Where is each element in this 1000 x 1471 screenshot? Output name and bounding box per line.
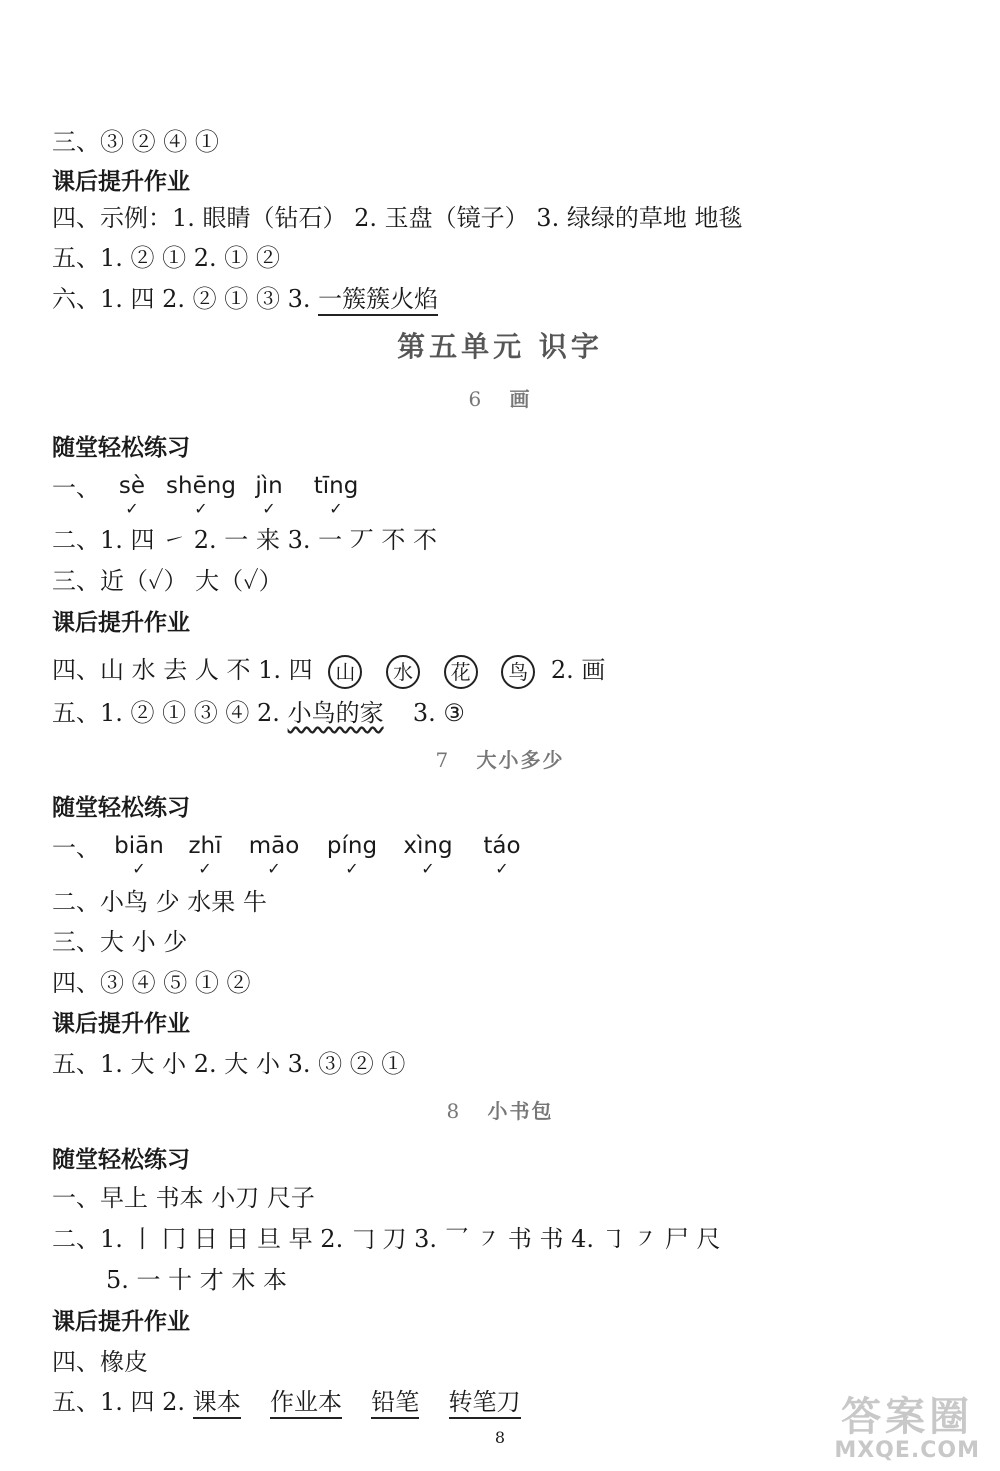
lesson-8-answer-si: 四、橡皮 [52, 1348, 148, 1376]
check-icon: ✓ [125, 499, 139, 518]
lesson-7-number: 7 [435, 748, 451, 772]
answer-wu: 五、1. ② ① 2. ① ② [52, 244, 280, 272]
pinyin-syllable: sè [118, 473, 146, 499]
underlined-answer: 作业本 [270, 1388, 342, 1419]
pinyin-label: 一、 [52, 834, 100, 862]
lesson-6-si-end: 2. 画 [550, 656, 606, 684]
lesson-6-heading-suitang: 随堂轻松练习 [52, 435, 190, 461]
lesson-7-answer-san: 三、大 小 少 [52, 928, 188, 956]
watermark-text: 答案圈 [841, 1393, 974, 1440]
heading-kehou: 课后提升作业 [52, 169, 190, 195]
check-icon: ✓ [194, 499, 208, 518]
check-icon: ✓ [329, 499, 343, 518]
pinyin-syllable: jìn [255, 473, 283, 499]
pinyin-item [180, 828, 230, 876]
lesson-6-answer-si [52, 650, 605, 690]
lesson-6-si-text: 四、山 水 去 人 不 1. 四 [52, 656, 313, 684]
lesson-8-heading-kehou: 课后提升作业 [52, 1309, 190, 1335]
lesson-6-number: 6 [468, 387, 484, 411]
pinyin-syllable: tīng [313, 473, 359, 499]
pinyin-syllable: táo [483, 833, 521, 859]
check-icon: ✓ [132, 859, 146, 878]
lesson-8-heading-suitang: 随堂轻松练习 [52, 1147, 190, 1173]
lesson-7-heading-kehou: 课后提升作业 [52, 1011, 190, 1037]
lesson-8-answer-er: 二、1. 丨 冂 日 日 旦 早 2. 𠃌 刀 3. 乛 ㇇ 书 书 4. ㇆ ㇇ 尸 尺 [52, 1225, 721, 1253]
pinyin-syllable: xìng [403, 833, 453, 859]
underlined-answer: 课本 [193, 1388, 241, 1419]
answer-liu-text: 六、1. 四 2. ② ① ③ 3. [52, 285, 311, 313]
underlined-answer: 转笔刀 [449, 1388, 521, 1419]
lesson-8-name: 小书包 [487, 1099, 554, 1123]
pinyin-item [244, 468, 294, 516]
pinyin-item [320, 828, 384, 876]
circled-char: 花 [444, 655, 478, 689]
lesson-7-heading-suitang: 随堂轻松练习 [52, 795, 190, 821]
lesson-6-wu-wavy: 小鸟的家 [287, 699, 384, 727]
pinyin-item [396, 828, 460, 876]
pinyin-item [158, 468, 244, 516]
lesson-7-title [0, 745, 1000, 775]
pinyin-syllable: píng [326, 833, 378, 859]
check-icon: ✓ [421, 859, 435, 878]
lesson-8-answer-wu [52, 1382, 521, 1422]
circled-char: 鸟 [501, 655, 535, 689]
pinyin-label: 一、 [52, 474, 100, 502]
pinyin-syllable: māo [248, 833, 300, 859]
lesson-8-answer-er-cont: 5. 一 十 才 木 本 [106, 1266, 288, 1294]
lesson-6-name: 画 [509, 387, 532, 411]
lesson-6-answer-san: 三、近（✓） 大（✓） [52, 567, 283, 595]
watermark-url: MXQE.COM [834, 1437, 980, 1463]
circled-char: 山 [328, 655, 362, 689]
pinyin-syllable: zhī [188, 833, 222, 859]
watermark [834, 1395, 980, 1463]
lesson-7-pinyin-row [52, 828, 952, 888]
pinyin-item [304, 468, 368, 516]
check-icon: ✓ [345, 859, 359, 878]
lesson-7-answer-si: 四、③ ④ ⑤ ① ② [52, 969, 251, 997]
unit-title: 第五单元 识字 [397, 330, 603, 363]
answer-san: 三、③ ② ④ ① [52, 128, 219, 156]
underlined-answer: 铅笔 [371, 1388, 419, 1419]
lesson-8-title [0, 1096, 1000, 1126]
check-icon: ✓ [262, 499, 276, 518]
lesson-6-answer-er: 二、1. 四 ㇀ 2. 一 来 3. 一 丆 不 不 [52, 526, 437, 554]
lesson-6-answer-wu [52, 693, 465, 733]
check-icon: ✓ [495, 859, 509, 878]
pinyin-item [242, 828, 306, 876]
check-icon: ✓ [267, 859, 281, 878]
lesson-6-wu-end: 3. ③ [412, 699, 465, 727]
pinyin-item [104, 828, 174, 876]
pinyin-item [474, 828, 530, 876]
lesson-8-number: 8 [446, 1099, 462, 1123]
lesson-8-wu-text: 五、1. 四 2. [52, 1388, 186, 1416]
pinyin-syllable: shēng [166, 473, 236, 499]
lesson-6-pinyin-row [52, 468, 952, 528]
answer-liu-underlined: 一簇簇火焰 [318, 285, 438, 316]
pinyin-syllable: biān [114, 833, 164, 859]
page-number: 8 [494, 1428, 506, 1447]
lesson-7-answer-er: 二、小鸟 少 水果 牛 [52, 888, 267, 916]
pinyin-item [102, 468, 162, 516]
circled-char: 水 [386, 655, 420, 689]
lesson-7-name: 大小多少 [476, 748, 565, 772]
lesson-7-answer-wu: 五、1. 大 小 2. 大 小 3. ③ ② ① [52, 1050, 406, 1078]
lesson-6-title [0, 384, 1000, 414]
check-icon: ✓ [198, 859, 212, 878]
lesson-8-answer-yi: 一、早上 书本 小刀 尺子 [52, 1184, 315, 1212]
answer-liu [52, 279, 438, 319]
answer-si: 四、示例：1. 眼睛（钻石） 2. 玉盘（镜子） 3. 绿绿的草地 地毯 [52, 204, 743, 232]
lesson-6-heading-kehou: 课后提升作业 [52, 610, 190, 636]
lesson-6-wu-text: 五、1. ② ① ③ ④ 2. [52, 699, 280, 727]
